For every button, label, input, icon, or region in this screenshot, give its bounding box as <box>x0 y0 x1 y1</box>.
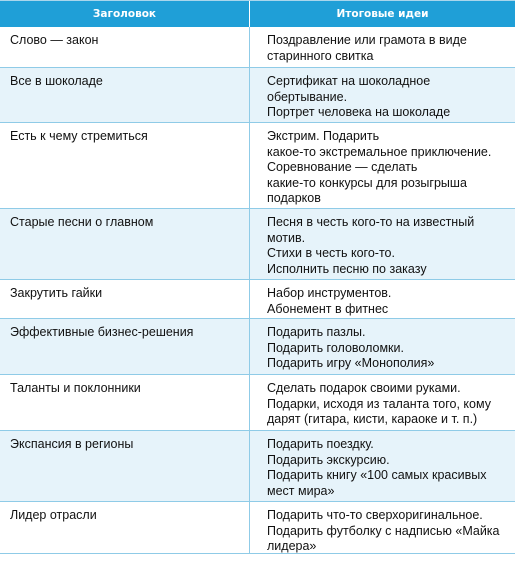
idea-line: старинного свитка <box>267 48 374 63</box>
idea-line: Сделать подарок своими руками. <box>267 381 461 395</box>
row-title: Старые песни о главном <box>0 209 250 279</box>
idea-line: Сертификат на шоколадное <box>267 74 431 88</box>
idea-line: Подарить футболку с надписью «Майка <box>267 523 500 538</box>
row-title: Все в шоколаде <box>0 68 250 122</box>
row-title: Закрутить гайки <box>0 280 250 318</box>
row-ideas <box>250 27 515 67</box>
table-header <box>0 1 515 27</box>
idea-line: Подарить головоломки. <box>267 340 404 355</box>
idea-line: Подарить что-то сверхоригинальное. <box>267 508 483 522</box>
table-row <box>0 209 515 280</box>
row-title: Слово — закон <box>0 27 250 67</box>
row-title: Таланты и поклонники <box>0 375 250 430</box>
row-ideas <box>250 375 515 430</box>
idea-line: мотив. <box>267 230 306 245</box>
row-ideas <box>250 123 515 208</box>
row-ideas <box>250 280 515 318</box>
idea-line: какое-то экстремальное приключение. <box>267 144 492 159</box>
row-title: Лидер отрасли <box>0 502 250 553</box>
idea-line: подарков <box>267 191 321 206</box>
row-ideas <box>250 431 515 501</box>
row-ideas <box>250 319 515 374</box>
row-title: Экспансия в регионы <box>0 431 250 501</box>
idea-line: Песня в честь кого-то на известный <box>267 215 475 229</box>
idea-line: Исполнить песню по заказу <box>267 261 427 276</box>
idea-line: дарят (гитара, кисти, караоке и т. п.) <box>267 412 478 427</box>
table-row <box>0 375 515 431</box>
idea-line: Набор инструментов. <box>267 286 392 300</box>
idea-line: Соревнование — сделать <box>267 160 418 175</box>
idea-line: мест мира» <box>267 483 335 498</box>
idea-line: лидера» <box>267 539 317 554</box>
idea-line: Стихи в честь кого-то. <box>267 246 395 261</box>
idea-line: обертывание. <box>267 89 348 104</box>
table-body <box>0 27 515 554</box>
table-row <box>0 68 515 123</box>
table-row <box>0 280 515 319</box>
idea-line: Поздравление или грамота в виде <box>267 33 467 47</box>
idea-line: какие-то конкурсы для розыгрыша <box>267 175 467 190</box>
idea-line: Подарить книгу «100 самых красивых <box>267 468 487 483</box>
row-title: Эффективные бизнес-решения <box>0 319 250 374</box>
idea-line: Подарки, исходя из таланта того, кому <box>267 396 491 411</box>
row-title: Есть к чему стремиться <box>0 123 250 208</box>
table-row <box>0 27 515 68</box>
idea-line: Подарить пазлы. <box>267 325 366 339</box>
row-ideas <box>250 209 515 279</box>
idea-line: Экстрим. Подарить <box>267 129 380 143</box>
idea-line: Подарить экскурсию. <box>267 452 390 467</box>
header-ideas-column: Итоговые идеи <box>336 8 429 20</box>
header-title-column: Заголовок <box>0 1 250 27</box>
table-row <box>0 431 515 502</box>
table-row <box>0 123 515 209</box>
idea-line: Подарить игру «Монополия» <box>267 356 435 371</box>
table-row <box>0 502 515 554</box>
idea-line: Подарить поездку. <box>267 437 374 451</box>
idea-line: Абонемент в фитнес <box>267 301 389 316</box>
idea-line: Портрет человека на шоколаде <box>267 105 451 120</box>
row-ideas <box>250 68 515 122</box>
row-ideas <box>250 502 515 553</box>
table-row <box>0 319 515 375</box>
